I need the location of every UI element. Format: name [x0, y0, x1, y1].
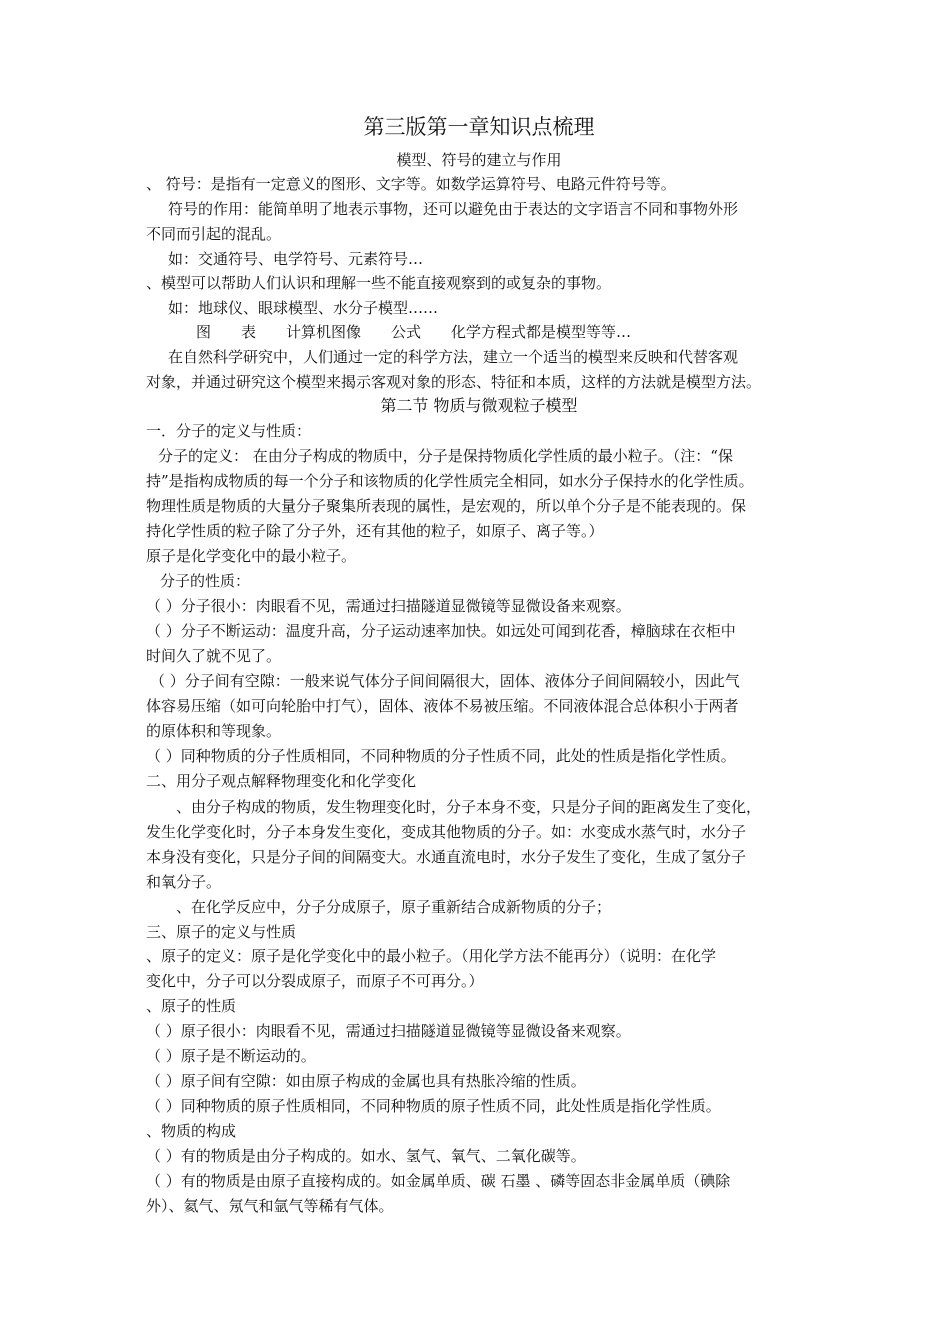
text-line: 不同而引起的混乱。: [146, 225, 282, 243]
section-heading: 二、用分子观点解释物理变化和化学变化: [146, 772, 417, 790]
text-line: （ ）分子不断运动：温度升高，分子运动速率加快。如远处可闻到花香，樟脑球在衣柜中: [146, 622, 736, 640]
text-line: 、由分子构成的物质，发生物理变化时，分子本身不变，只是分子间的距离发生了变化，: [176, 798, 762, 816]
text-line: 如：交通符号、电学符号、元素符号…: [168, 250, 424, 268]
text-line: 对象，并通过研究这个模型来揭示客观对象的形态、特征和本质，这样的方法就是模型方法。: [146, 373, 762, 391]
text-line: （ ）有的物质是由分子构成的。如水、氢气、氧气、二氧化碳等。: [146, 1147, 586, 1165]
text-line: 持”是指构成物质的每一个分子和该物质的化学性质完全相同，如水分子保持水的化学性质。: [146, 472, 754, 490]
text-line: 持化学性质的粒子除了分子外，还有其他的粒子，如原子、离子等。）: [146, 522, 604, 540]
section-heading: 一．分子的定义与性质：: [146, 422, 312, 440]
text-line: 和氧分子。: [146, 873, 222, 891]
text-line: 在自然科学研究中，人们通过一定的科学方法，建立一个适当的模型来反映和代替客观: [168, 348, 739, 366]
text-line: （ ）分子间有空隙：一般来说气体分子间间隔很大，固体、液体分子间间隔较小，因此气: [150, 672, 740, 690]
text-line: 、原子的性质: [146, 997, 237, 1015]
section-heading: 三、原子的定义与性质: [146, 923, 297, 941]
text-line: 物理性质是物质的大量分子聚集所表现的属性，是宏观的，所以单个分子是不能表现的。保: [146, 497, 747, 515]
text-line: 、原子的定义：原子是化学变化中的最小粒子。（用化学方法不能再分）（说明：在化学: [146, 947, 717, 965]
text-line: （ ）原子是不断运动的。: [146, 1047, 316, 1065]
document-title: 第三版第一章知识点梳理: [363, 115, 595, 139]
section-subtitle: 模型、符号的建立与作用: [396, 151, 562, 169]
text-line: （ ）原子间有空隙：如由原子构成的金属也具有热胀冷缩的性质。: [146, 1072, 586, 1090]
text-line: （ ）原子很小：肉眼看不见，需通过扫描隧道显微镜等显微设备来观察。: [146, 1022, 631, 1040]
text-line: （ ）有的物质是由原子直接构成的。如金属单质、碳 石墨 、磷等固态非金属单质（碘除: [146, 1172, 731, 1190]
text-line: 分子的性质：: [160, 572, 251, 590]
text-line: 如：地球仪、眼球模型、水分子模型……: [168, 299, 439, 317]
text-line: 、模型可以帮助人们认识和理解一些不能直接观察到的或复杂的事物。: [146, 274, 612, 292]
text-line: 外）、氦气、氖气和氩气等稀有气体。: [146, 1197, 394, 1215]
text-line: 本身没有变化，只是分子间的间隔变大。水通直流电时，水分子发生了变化，生成了氢分子: [146, 848, 747, 866]
text-line: 、在化学反应中，分子分成原子，原子重新结合成新物质的分子；: [176, 898, 612, 916]
text-line: （ ）同种物质的原子性质相同，不同种物质的原子性质不同，此处性质是指化学性质。: [146, 1097, 721, 1115]
text-line: 时间久了就不见了。: [146, 647, 282, 665]
text-line: 、 符号：是指有一定意义的图形、文字等。如数学运算符号、电路元件符号等。: [146, 175, 676, 193]
text-line: 发生化学变化时，分子本身发生变化，变成其他物质的分子。如：水变成水蒸气时，水分子: [146, 823, 747, 841]
section-heading: 第二节 物质与微观粒子模型: [380, 396, 578, 415]
text-line: 的原体积和等现象。: [146, 722, 282, 740]
text-line: 变化中，分子可以分裂成原子，而原子不可再分。）: [146, 972, 484, 990]
text-line: 体容易压缩（如可向轮胎中打气），固体、液体不易被压缩。不同液体混合总体积小于两者: [146, 697, 739, 715]
text-line: （ ）分子很小：肉眼看不见，需通过扫描隧道显微镜等显微设备来观察。: [146, 597, 631, 615]
text-line: 原子是化学变化中的最小粒子。: [146, 547, 357, 565]
text-line: （ ）同种物质的分子性质相同，不同种物质的分子性质不同，此处的性质是指化学性质。: [146, 747, 736, 765]
text-line: 分子的定义： 在由分子构成的物质中，分子是保持物质化学性质的最小粒子。（注：“保: [158, 447, 733, 465]
text-line: 符号的作用：能简单明了地表示事物，还可以避免由于表达的文字语言不同和事物外形: [168, 200, 739, 218]
text-line: 、物质的构成: [146, 1122, 237, 1140]
text-line: 图 表 计算机图像 公式 化学方程式都是模型等等…: [196, 323, 632, 341]
